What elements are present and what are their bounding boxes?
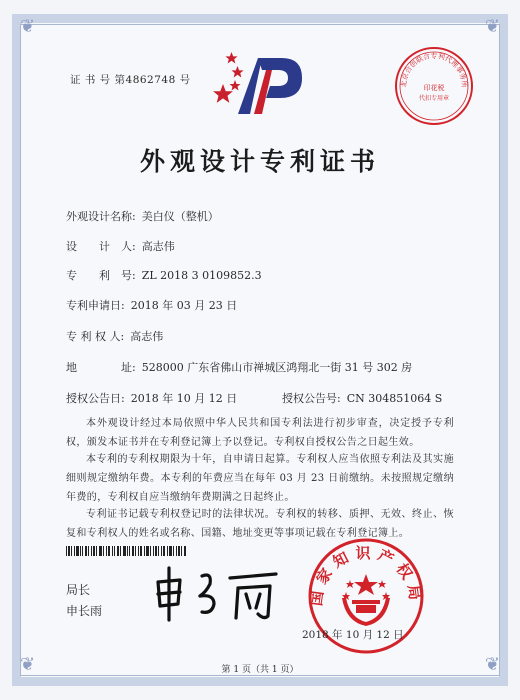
ornament-bottom-right: ❦	[484, 654, 500, 675]
field-patent-no	[66, 267, 262, 283]
field-value: 528000 广东省佛山市禅城区鸿翔北一街 31 号 302 房	[141, 361, 413, 374]
svg-text:北京合创联合专利代理事务所: 北京合创联合专利代理事务所	[399, 52, 469, 88]
paragraph-legal-status: 专利证书记载专利权登记时的法律状况。专利权的转移、质押、无效、终止、恢复和专利权人的姓名或名称、国籍、地址变更等事项记载在专利登记簿上。	[66, 509, 454, 539]
field-label: 授权公告号:	[282, 392, 341, 405]
handwritten-signature	[152, 564, 282, 622]
field-filing-date	[66, 297, 237, 313]
field-patentee	[66, 328, 163, 344]
field-label: 专利申请日:	[66, 299, 125, 312]
field-designer	[66, 238, 175, 254]
page-footer: 第 1 页（共 1 页）	[221, 665, 299, 675]
barcode	[66, 546, 186, 556]
field-value: 高志伟	[130, 330, 164, 343]
field-label: 专 利 号:	[66, 269, 136, 282]
ornament-top-right: ❦	[484, 16, 500, 37]
field-value: 2018 年 03 月 23 日	[130, 299, 238, 312]
field-label: 设 计 人:	[66, 240, 136, 253]
paragraph-term: 本专利的专利权期限为十年，自申请日起算。专利权人应当依照专利法及其实施细则规定缴纳年费。本专利的年费应当在每年 03 月 23 日前缴纳。未按照规定缴纳年费的，专利权自应当缴纳年费期满之日起终止。	[66, 454, 454, 503]
certificate-number: 证 书 号 第4862748 号	[70, 74, 191, 86]
ornament-top-left: ❦	[20, 16, 36, 37]
field-value: 2018 年 10 月 12 日	[130, 392, 238, 405]
field-grant-date	[66, 390, 237, 406]
svg-text:国家知识产权局: 国家知识产权局	[307, 544, 425, 608]
svg-text:代扣专用章: 代扣专用章	[418, 95, 450, 102]
field-value: 美白仪（整机）	[141, 210, 219, 223]
field-value: 高志伟	[141, 240, 175, 253]
field-value: CN 304851064 S	[346, 392, 443, 405]
field-grant-no	[282, 390, 442, 406]
agency-stamp	[392, 44, 476, 128]
patent-office-logo	[210, 52, 310, 128]
field-value: ZL 2018 3 0109852.3	[141, 269, 262, 282]
ornament-bottom-left: ❦	[20, 654, 36, 675]
seal-date: 2018 年 10 月 12 日	[302, 629, 404, 641]
signatory-name: 申长雨	[66, 604, 103, 618]
field-label: 专 利 权 人:	[66, 330, 125, 343]
page-title: 外观设计专利证书	[139, 147, 380, 176]
field-label: 外观设计名称:	[66, 210, 136, 223]
svg-text:印花税: 印花税	[423, 84, 445, 92]
field-address	[66, 359, 412, 375]
field-label: 地 址:	[66, 361, 136, 374]
paragraph-grant: 本外观设计经过本局依照中华人民共和国专利法进行初步审查，决定授予专利权，颁发本证书并在专利登记簿上予以登记。专利权自授权公告之日起生效。	[66, 418, 454, 448]
signatory-title: 局长	[66, 583, 91, 597]
field-label: 授权公告日:	[66, 392, 125, 405]
field-design-name	[66, 208, 219, 224]
